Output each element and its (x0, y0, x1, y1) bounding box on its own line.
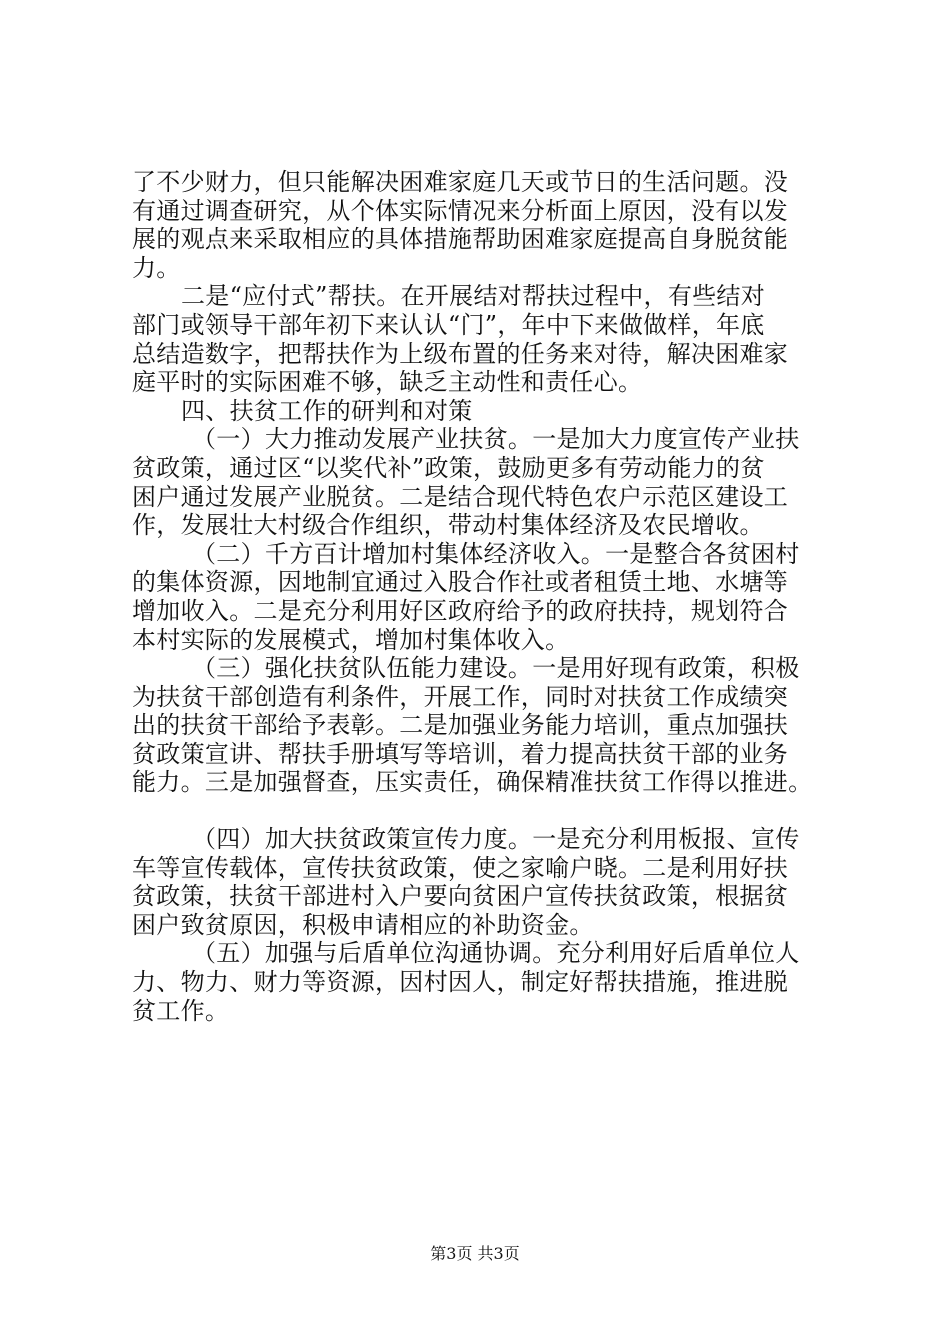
body-line: 为扶贫干部创造有利条件，开展工作，同时对扶贫工作成绩突 (132, 682, 789, 711)
body-line: 展的观点来采取相应的具体措施帮助困难家庭提高自身脱贫能 (132, 225, 789, 254)
section-heading: 四、扶贫工作的研判和对策 (181, 396, 473, 425)
body-line: 了不少财力，但只能解决困难家庭几天或节日的生活问题。没 (132, 168, 789, 196)
document-body (132, 168, 832, 1025)
body-line: 贫工作。 (132, 996, 230, 1025)
body-line: （二）千方百计增加村集体经济收入。一是整合各贫困村 (192, 539, 800, 568)
body-line: 作，发展壮大村级合作组织，带动村集体经济及农民增收。 (132, 511, 764, 540)
body-line: 力、物力、财力等资源，因村因人，制定好帮扶措施，推进脱 (132, 968, 789, 997)
body-line: 能力。三是加强督查，压实责任，确保精准扶贫工作得以推进。 (132, 768, 813, 797)
body-line: （五）加强与后盾单位沟通协调。充分利用好后盾单位人 (192, 939, 800, 968)
page-footer: 第3页 共3页 (430, 1244, 520, 1263)
body-line: 车等宣传载体，宣传扶贫政策，使之家喻户晓。二是利用好扶 (132, 853, 789, 882)
body-line: 增加收入。二是充分利用好区政府给予的政府扶持，规划符合 (132, 596, 789, 625)
body-line: 有通过调查研究，从个体实际情况来分析面上原因，没有以发 (132, 196, 789, 225)
body-line: 贫政策，扶贫干部进村入户要向贫困户宣传扶贫政策，根据贫 (132, 882, 789, 911)
paragraph-gap (132, 797, 832, 825)
body-line: 本村实际的发展模式，增加村集体收入。 (132, 625, 570, 654)
body-line: 部门或领导干部年初下来认认“门”，年中下来做做样，年底 (132, 310, 765, 339)
body-line: （一）大力推动发展产业扶贫。一是加大力度宣传产业扶 (192, 425, 800, 454)
body-line: 困户通过发展产业脱贫。二是结合现代特色农户示范区建设工 (132, 482, 789, 511)
body-line: 总结造数字，把帮扶作为上级布置的任务来对待，解决困难家 (132, 339, 789, 368)
body-line: 力。 (132, 253, 181, 282)
body-line: 出的扶贫干部给予表彰。二是加强业务能力培训，重点加强扶 (132, 711, 789, 740)
body-line: 贫政策，通过区“以奖代补”政策，鼓励更多有劳动能力的贫 (132, 453, 765, 482)
body-line: （三）强化扶贫队伍能力建设。一是用好现有政策，积极 (192, 654, 800, 683)
body-line: 二是“应付式”帮扶。在开展结对帮扶过程中，有些结对 (181, 282, 766, 311)
body-line: 贫政策宣讲、帮扶手册填写等培训，着力提高扶贫干部的业务 (132, 739, 789, 768)
body-line: 庭平时的实际困难不够，缺乏主动性和责任心。 (132, 368, 643, 397)
body-line: 困户致贫原因，积极申请相应的补助资金。 (132, 910, 594, 939)
body-line: （四）加大扶贫政策宣传力度。一是充分利用板报、宣传 (192, 825, 800, 854)
body-line: 的集体资源，因地制宜通过入股合作社或者租赁土地、水塘等 (132, 568, 789, 597)
